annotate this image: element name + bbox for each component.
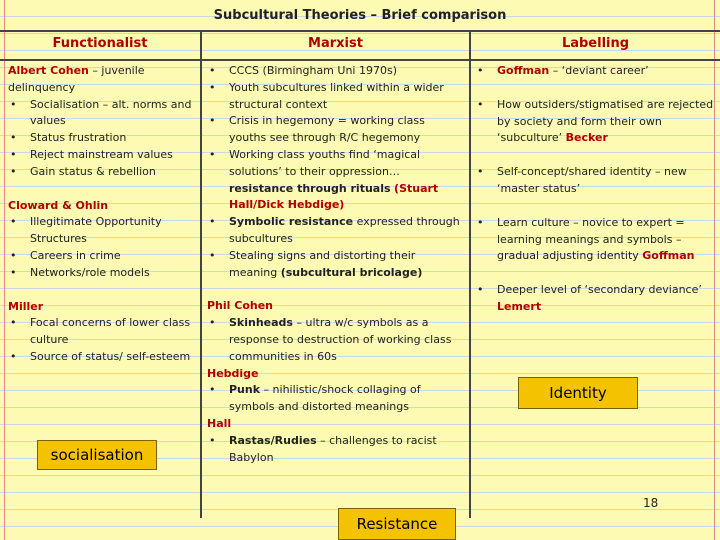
column-divider-2 (469, 30, 471, 518)
hall-list (207, 433, 463, 467)
column-header-marxist: Marxist (308, 36, 363, 51)
cccs-list (207, 63, 463, 281)
cohen-name: Albert Cohen (8, 64, 89, 77)
page-number: 18 (643, 496, 659, 510)
marxist-column (207, 63, 463, 466)
miller-heading: Miller (8, 299, 44, 313)
margin-line-left (4, 0, 5, 540)
hebdige-list (207, 382, 463, 416)
column-header-labelling: Labelling (561, 36, 630, 51)
cohen-topic: – juvenile delinquency (8, 64, 145, 94)
list-item: • Networks/role models (8, 265, 196, 282)
labelling-column (475, 63, 715, 316)
hebdige-heading: Hebdige (207, 366, 259, 380)
cohen-heading (8, 63, 196, 97)
list-item: • Illegitimate Opportunity Structures (8, 214, 196, 248)
list-item: • Focal concerns of lower class culture (8, 315, 196, 349)
list-item: • Working class youths find ‘magical solutions’ to their oppression…resistance through rituals (Stuart Hall/Dick Hebdige) (207, 147, 463, 214)
column-divider-1 (200, 30, 202, 518)
list-item: • Socialisation – alt. norms and values (8, 97, 196, 131)
title-rule (0, 30, 720, 32)
miller-list (8, 315, 196, 365)
resistance-box: Resistance (338, 508, 456, 540)
labelling-list (475, 63, 715, 316)
list-item: • Youth subcultures linked within a wider structural context (207, 80, 463, 114)
list-item: • Crisis in hegemony = working class youths see through R/C hegemony (207, 113, 463, 147)
hall-heading: Hall (207, 416, 232, 430)
list-item: • Status frustration (8, 130, 196, 147)
cloward-list (8, 214, 196, 281)
list-item: • CCCS (Birmingham Uni 1970s) (207, 63, 463, 80)
list-item: • Reject mainstream values (8, 147, 196, 164)
list-item: • Learn culture – novice to expert = learning meanings and symbols – gradual adjusting identity Goffman (475, 215, 715, 265)
list-item: • Symbolic resistance expressed through subcultures (207, 214, 463, 248)
functionalist-column (8, 63, 196, 366)
list-item: • Skinheads – ultra w/c symbols as a response to destruction of working class communities in 60s (207, 315, 463, 365)
cohen-list (8, 97, 196, 181)
header-rule (0, 59, 720, 61)
list-item: • Rastas/Rudies – challenges to racist Babylon (207, 433, 463, 467)
list-item: • Punk – nihilistic/shock collaging of symbols and distorted meanings (207, 382, 463, 416)
list-item: • How outsiders/stigmatised are rejected by society and form their own ‘subculture’ Becker (475, 97, 715, 147)
list-item: • Self-concept/shared identity – new ‘master status’ (475, 164, 715, 198)
cloward-heading: Cloward & Ohlin (8, 198, 109, 212)
phil-cohen-heading: Phil Cohen (207, 299, 274, 313)
list-item: • Source of status/ self-esteem (8, 349, 196, 366)
phil-cohen-list (207, 315, 463, 365)
list-item: • Stealing signs and distorting their meaning (subcultural bricolage) (207, 248, 463, 282)
list-item: • Deeper level of ‘secondary deviance’ Lemert (475, 282, 715, 316)
socialisation-box: socialisation (37, 440, 157, 470)
list-item: • Gain status & rebellion (8, 164, 196, 181)
identity-box: Identity (518, 377, 638, 409)
column-header-functionalist: Functionalist (52, 36, 148, 51)
list-item: • Goffman – ‘deviant career’ (475, 63, 715, 80)
page-title: Subcultural Theories – Brief comparison (213, 8, 507, 23)
list-item: • Careers in crime (8, 248, 196, 265)
